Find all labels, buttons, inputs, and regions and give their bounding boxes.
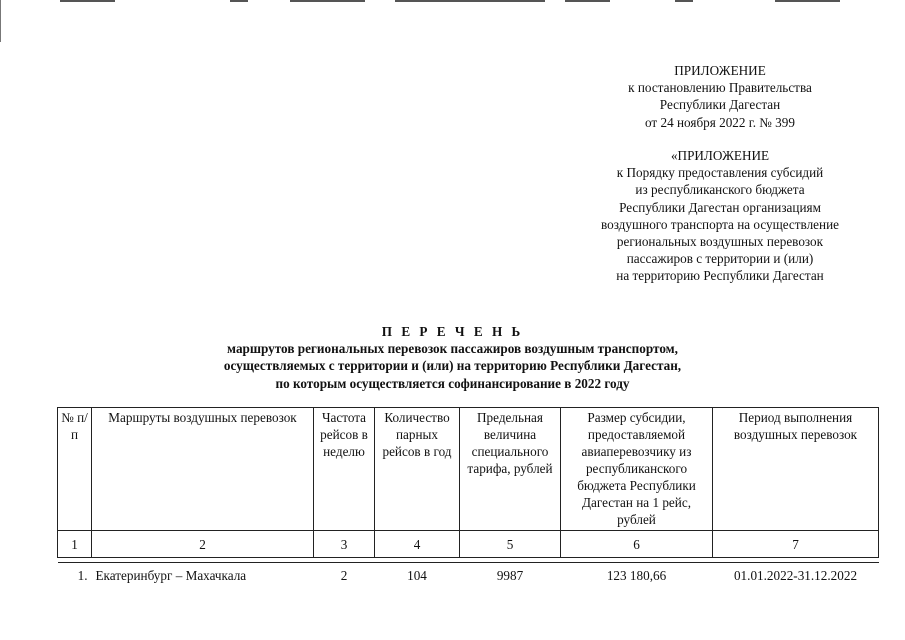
inner-appendix-header <box>555 147 885 285</box>
row-pairs: 104 <box>407 567 427 583</box>
column-number: 1 <box>58 531 92 558</box>
row-frequency: 2 <box>340 567 348 583</box>
inner-appendix-line: «ПРИЛОЖЕНИЕ <box>670 148 770 163</box>
inner-appendix-line: Республики Дагестан организациям <box>619 199 821 215</box>
title-heading: П Е Р Е Ч Е Н Ь <box>381 324 524 339</box>
inner-appendix-line: региональных воздушных перевозок <box>616 234 824 250</box>
header-cell-subsidy: Размер субсидии, предоставляемой авиаперевозчику из республиканского бюджета Республики Дагестан на 1 рейс, рублей <box>561 408 713 531</box>
column-number: 2 <box>92 531 314 558</box>
scan-top-edge <box>0 0 905 3</box>
title-line: осуществляемых с территории и (или) на территорию Республики Дагестан, <box>223 358 682 374</box>
column-number: 3 <box>314 531 375 558</box>
table-row <box>58 563 879 588</box>
scan-left-edge <box>0 0 1 42</box>
appendix-line: к постановлению Правительства <box>628 80 812 96</box>
title-line: по которым осуществляется софинансирование в 2022 году <box>275 375 630 391</box>
routes-table <box>57 407 879 587</box>
header-cell-period: Период выполнения воздушных перевозок <box>713 408 879 531</box>
appendix-line: ПРИЛОЖЕНИЕ <box>674 63 766 78</box>
header-cell-tariff: Предельная величина специального тарифа, рублей <box>460 408 561 531</box>
column-number-row <box>58 531 879 558</box>
row-subsidy: 123 180,66 <box>606 567 667 583</box>
appendix-line: от 24 ноября 2022 г. № 399 <box>645 114 795 130</box>
header-cell-route: Маршруты воздушных перевозок <box>92 408 314 531</box>
document-title <box>0 323 905 392</box>
header-cell-number: № п/п <box>58 408 92 531</box>
inner-appendix-line: на территорию Республики Дагестан <box>616 268 824 284</box>
column-number: 6 <box>561 531 713 558</box>
inner-appendix-line: воздушного транспорта на осуществление <box>600 216 840 232</box>
column-number: 7 <box>713 531 879 558</box>
header-cell-pairs: Количество парных рейсов в год <box>375 408 460 531</box>
appendix-line: Республики Дагестан <box>659 97 781 113</box>
column-number: 5 <box>460 531 561 558</box>
table-header-row <box>58 408 879 531</box>
row-tariff: 9987 <box>496 567 524 583</box>
row-number: 1. <box>77 567 88 583</box>
inner-appendix-line: пассажиров с территории и (или) <box>626 251 814 267</box>
header-cell-frequency: Частота рейсов в неделю <box>314 408 375 531</box>
inner-appendix-line: к Порядку предоставления субсидий <box>616 165 824 181</box>
column-number: 4 <box>375 531 460 558</box>
row-period: 01.01.2022-31.12.2022 <box>733 567 858 583</box>
row-route: Екатеринбург – Махачкала <box>95 567 247 583</box>
title-line: маршрутов региональных перевозок пассажиров воздушным транспортом, <box>227 341 678 357</box>
appendix-header <box>555 62 885 131</box>
inner-appendix-line: из республиканского бюджета <box>635 182 805 198</box>
